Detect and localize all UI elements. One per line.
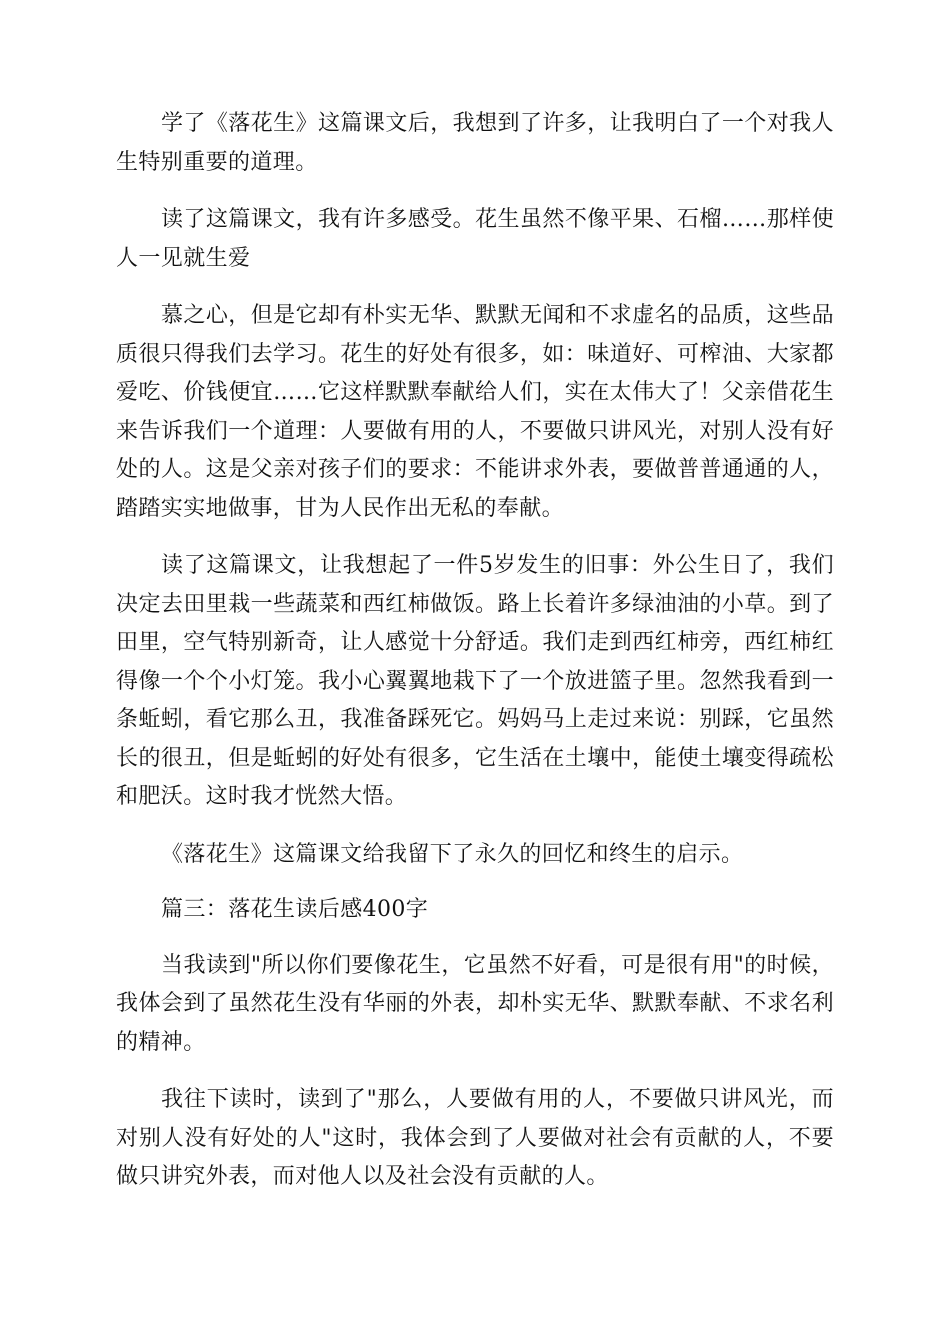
section-heading: 篇三：落花生读后感400字 bbox=[161, 897, 429, 922]
paragraph-3: 慕之心，但是它却有朴实无华、默默无闻和不求虚名的品质，这些品质很只得我们去学习。花生的好处有很多，如：味道好、可榨油、大家都爱吃、价钱便宜……它这样默默奉献给人们，实在太伟大了！父亲借花生来告诉我们一个道理：人要做有用的人，不要做只讲风光，对别人没有好处的人。这是父亲对孩子们的要求：不能讲求外表，要做普普通通的人，踏踏实实地做事，甘为人民作出无私的奉献。 bbox=[116, 303, 834, 521]
paragraph-5: 《落花生》这篇课文给我留下了永久的回忆和终生的启示。 bbox=[161, 841, 744, 867]
paragraph-4: 读了这篇课文，让我想起了一件5岁发生的旧事：外公生日了，我们决定去田里栽一些蔬菜和西红柿做饭。路上长着许多绿油油的小草。到了田里，空气特别新奇，让人感觉十分舒适。我们走到西红柿旁，西红柿红得像一个个小灯笼。我小心翼翼地栽下了一个放进篮子里。忽然我看到一条蚯蚓，看它那么丑，我准备踩死它。妈妈马上走过来说：别踩，它虽然长的很丑，但是蚯蚓的好处有很多，它生活在土壤中，能使土壤变得疏松和肥沃。这时我才恍然大悟。 bbox=[116, 553, 834, 809]
document-body bbox=[116, 105, 834, 1216]
paragraph-6: 当我读到"所以你们要像花生，它虽然不好看，可是很有用"的时候，我体会到了虽然花生没有华丽的外表，却朴实无华、默默奉献、不求名利的精神。 bbox=[116, 952, 834, 1055]
paragraph-2: 读了这篇课文，我有许多感受。花生虽然不像平果、石榴……那样使人一见就生爱 bbox=[116, 207, 834, 271]
paragraph-7: 我往下读时，读到了"那么，人要做有用的人，不要做只讲风光，而对别人没有好处的人"这时，我体会到了人要做对社会有贡献的人，不要做只讲究外表，而对他人以及社会没有贡献的人。 bbox=[116, 1087, 834, 1189]
paragraph-1: 学了《落花生》这篇课文后，我想到了许多，让我明白了一个对我人生特别重要的道理。 bbox=[116, 111, 834, 175]
